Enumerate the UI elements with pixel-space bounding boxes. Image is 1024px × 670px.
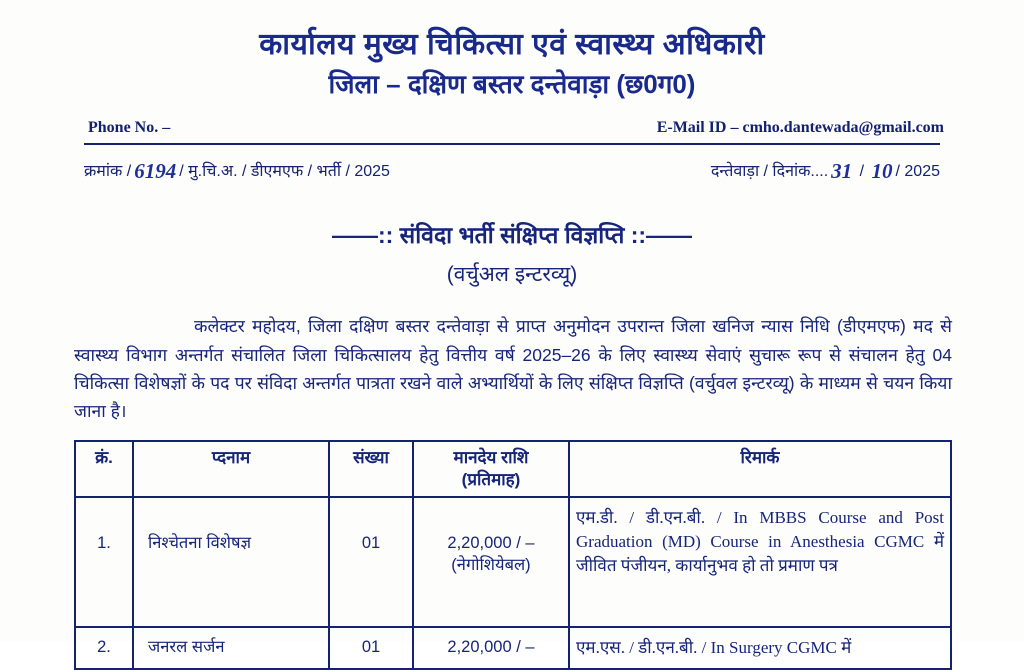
contact-row	[88, 119, 944, 137]
office-title-line1: कार्यालय मुख्य चिकित्सा एवं स्वास्थ्य अधिकारी	[259, 28, 765, 61]
header-serial: क्रं.	[75, 441, 133, 497]
header-post: प्दनाम	[133, 441, 329, 497]
date-slash1: /	[855, 163, 869, 181]
reference-right	[711, 157, 940, 182]
table-header-row	[75, 441, 951, 497]
date-dots: ....	[810, 163, 829, 181]
cell-remark-text: एम.डी. / डी.एन.बी. / In MBBS Course and Post Graduation (MD) Course in Anesthesia CGMC में जीवित पंजीयन, कार्यानुभव हो तो प्रमाण पत्र	[576, 507, 944, 576]
header-amount-line2: (प्रतिमाह)	[461, 469, 521, 489]
cell-remark-text: एम.एस. / डी.एन.बी. / In Surgery CGMC में	[576, 637, 852, 657]
header-divider	[84, 143, 940, 145]
notice-subtitle: (वर्चुअल इन्टरव्यू)	[446, 263, 578, 287]
reference-suffix: / मु.चि.अ. / डीएमएफ / भर्ती / 2025	[179, 163, 390, 181]
phone-label: Phone No. –	[88, 119, 171, 137]
reference-number: 6194	[134, 159, 177, 184]
cell-count: 01	[329, 497, 413, 627]
document-header	[0, 0, 1024, 101]
cell-amount: 2,20,000 / –	[413, 627, 569, 669]
date-month: 10	[871, 159, 893, 184]
header-amount	[413, 441, 569, 497]
cell-post: निश्चेतना विशेषज्ञ	[133, 497, 329, 627]
cell-amount-note: (नेगोशियेबल)	[451, 556, 531, 575]
date-prefix: दन्तेवाड़ा / दिनांक	[710, 163, 811, 181]
reference-left	[84, 157, 390, 182]
reference-prefix: क्रमांक /	[84, 163, 132, 181]
cell-amount-value: 2,20,000 / –	[447, 533, 535, 552]
table-row	[75, 497, 951, 627]
cell-remark	[569, 627, 951, 669]
header-amount-line1: मानदेय राशि	[453, 447, 529, 467]
notice-paragraph: कलेक्टर महोदय, जिला दक्षिण बस्तर दन्तेवाड़ा से प्राप्त अनुमोदन उपरान्त जिला खनिज न्यास निधि (डीएमएफ) मद से स्वास्थ्य विभाग अन्तर्गत संचालित जिला चिकित्सालय हेतु वित्तीय वर्ष 2025–26 के लिए स्वास्थ्य सेवाएं सुचारू रूप से संचालन हेतु 04 चिकित्सा विशेषज्ञों के पद पर संविदा अन्तर्गत पात्रता रखने वाले अभ्यार्थियों के लिए संक्षिप्त विज्ञप्ति (वर्चुवल इन्टरव्यू) के माध्यम से चयन किया जाना है।	[74, 316, 952, 422]
email-label: E-Mail ID – cmho.dantewada@gmail.com	[656, 119, 944, 137]
table-row	[75, 627, 951, 669]
cell-post: जनरल सर्जन	[133, 627, 329, 669]
cell-remark	[569, 497, 951, 627]
reference-row	[84, 157, 940, 182]
cell-count: 01	[329, 627, 413, 669]
date-day: 31	[831, 159, 853, 184]
cell-amount	[413, 497, 569, 627]
header-count: संख्या	[329, 441, 413, 497]
office-title-line2: जिला – दक्षिण बस्तर दन्तेवाड़ा (छ0ग0)	[328, 68, 696, 99]
cell-serial: 2.	[75, 627, 133, 669]
vacancy-table	[74, 440, 952, 670]
date-year: / 2025	[895, 163, 940, 181]
header-remark: रिमार्क	[569, 441, 951, 497]
cell-serial: 1.	[75, 497, 133, 627]
notice-title: ——:: संविदा भर्ती संक्षिप्त विज्ञप्ति ::——	[331, 222, 693, 249]
